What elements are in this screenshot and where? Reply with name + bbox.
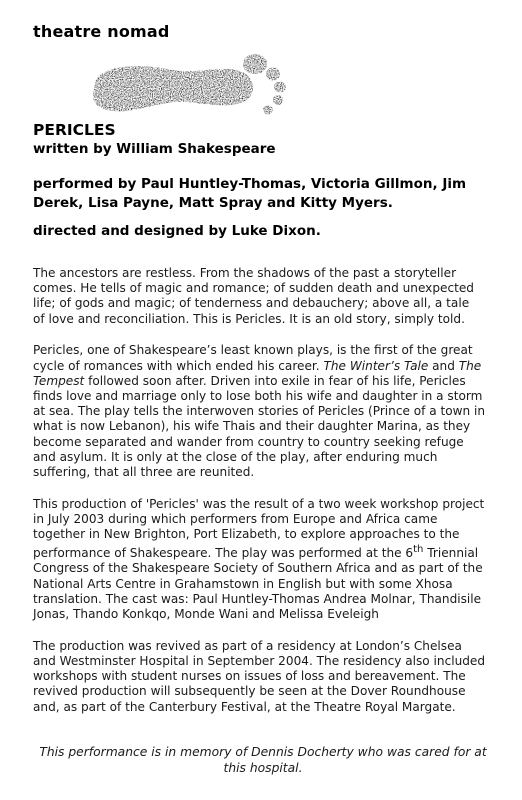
paragraph-about-play xyxy=(33,343,503,480)
director-credit: directed and designed by Luke Dixon. xyxy=(33,223,321,239)
footprint-icon xyxy=(77,44,295,122)
play-reference: The Tempest xyxy=(33,358,482,388)
text-run: Triennial Congress of the Shakespeare Society of Southern Africa and as part of the National Arts Centre in Grahamstown in English but with some Xhosa translation. The cast was: Paul Huntley-Thomas Andrea Molnar, Thandisile Jonas, Thando Konkqo, Monde Wani and Melissa Eveleigh xyxy=(33,546,483,622)
paragraph-revival: The production was revived as part of a residency at London’s Chelsea and Westminster Hospital in September 2004. The residency also included workshops with student nurses on issues of loss and bereavement. The revived production will subsequently be seen at the Dover Roundhouse and, as part of the Canterbury Festival, at the Theatre Royal Margate. xyxy=(33,638,486,714)
text-run: followed soon after. Driven into exile in fear of his life, Pericles finds love and marriage only to lose both his wife and daughter in a storm at sea. The play tells the interwoven stories of Pericles (Prince of a town in what is now Lebanon), his wife Thais and their daughter Marina, as they become separated and wander from country to country seeking refuge and asylum. It is only at the close of the play, after enduring much suffering, that all three are reunited. xyxy=(33,373,486,479)
performers-credit: performed by Paul Huntley-Thomas, Victoria Gillmon, Jim Derek, Lisa Payne, Matt Spray and Kitty Myers. xyxy=(33,176,467,211)
text-run: and xyxy=(428,358,459,373)
description-body xyxy=(33,266,503,731)
paragraph-synopsis: The ancestors are restless. From the shadows of the past a storyteller comes. He tells of magic and romance; of sudden death and unexpected life; of gods and magic; of tenderness and debauchery; above all, a tale of love and reconciliation. This is Pericles. It is an old story, simply told. xyxy=(33,266,474,326)
play-title: PERICLES xyxy=(33,121,116,139)
ordinal-suffix: th xyxy=(413,544,424,556)
text-run: Pericles, one of Shakespeare’s least known plays, is the first of the great cycle of romances with which ended his career. xyxy=(33,343,473,373)
memorial-note: This performance is in memory of Dennis Docherty who was cared for at this hospital. xyxy=(39,745,487,775)
play-reference: The Winter’s Tale xyxy=(323,358,429,373)
text-run: This production of 'Pericles' was the result of a two week workshop project in July 2003 during which performers from Europe and Africa came together in New Brighton, Port Elizabeth, to explore approaches to the performance of Shakespeare. The play was performed at the 6 xyxy=(33,496,485,561)
company-name: theatre nomad xyxy=(33,22,170,41)
paragraph-production-history xyxy=(33,497,503,623)
writer-credit: written by William Shakespeare xyxy=(33,141,276,157)
